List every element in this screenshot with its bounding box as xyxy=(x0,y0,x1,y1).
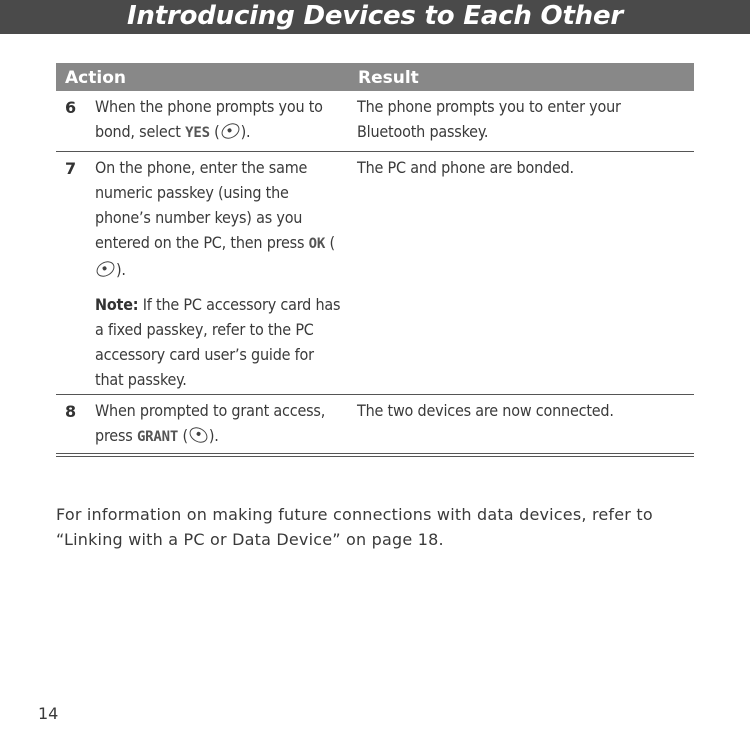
table-row xyxy=(56,91,694,152)
step-number: 7 xyxy=(65,159,77,178)
softkey-label: YES xyxy=(185,125,210,141)
left-softkey-icon xyxy=(94,258,117,280)
page-number: 14 xyxy=(38,704,59,723)
note-label: Note: xyxy=(95,295,139,314)
right-softkey-icon xyxy=(187,424,210,446)
action-text: When prompted to grant access, press xyxy=(95,401,326,445)
column-header-action: Action xyxy=(65,68,126,88)
left-softkey-icon xyxy=(218,120,241,142)
step-number: 8 xyxy=(65,402,77,421)
result-cell: The PC and phone are bonded. xyxy=(357,158,574,177)
action-text: ). xyxy=(240,122,251,141)
action-cell xyxy=(95,94,345,146)
footer-paragraph: For information on making future connections with data devices, refer to “Linking with a PC or Data Device” on page 18. xyxy=(56,505,653,549)
action-cell xyxy=(95,155,345,392)
action-text: ). xyxy=(208,426,219,445)
action-text: ( xyxy=(178,426,188,445)
step-number: 6 xyxy=(65,98,77,117)
action-text: On the phone, enter the same numeric passkey (using the phone’s number keys) as you entered on the PC, then press xyxy=(95,158,309,252)
result-cell: The phone prompts you to enter your Bluetooth passkey. xyxy=(357,97,621,141)
table-end-rule xyxy=(56,456,694,457)
action-instruction xyxy=(95,155,345,282)
title-bar xyxy=(0,0,750,34)
action-result-table xyxy=(56,63,694,454)
action-text: When the phone prompts you to bond, select xyxy=(95,97,323,141)
note xyxy=(95,292,345,392)
table-row xyxy=(56,152,694,395)
action-text: ( xyxy=(209,122,220,141)
action-text: ( xyxy=(325,233,335,252)
softkey-label: GRANT xyxy=(136,429,179,445)
action-cell xyxy=(95,398,345,450)
table-header xyxy=(56,63,694,91)
result-cell: The two devices are now connected. xyxy=(357,401,614,420)
action-text: ). xyxy=(116,260,126,279)
page-title: Introducing Devices to Each Other xyxy=(126,1,624,31)
table-row xyxy=(56,395,694,454)
column-header-result: Result xyxy=(358,68,419,88)
note-text: If the PC accessory card has a fixed passkey, refer to the PC accessory card user’s guide for that passkey. xyxy=(95,295,341,389)
softkey-label: OK xyxy=(308,236,326,252)
